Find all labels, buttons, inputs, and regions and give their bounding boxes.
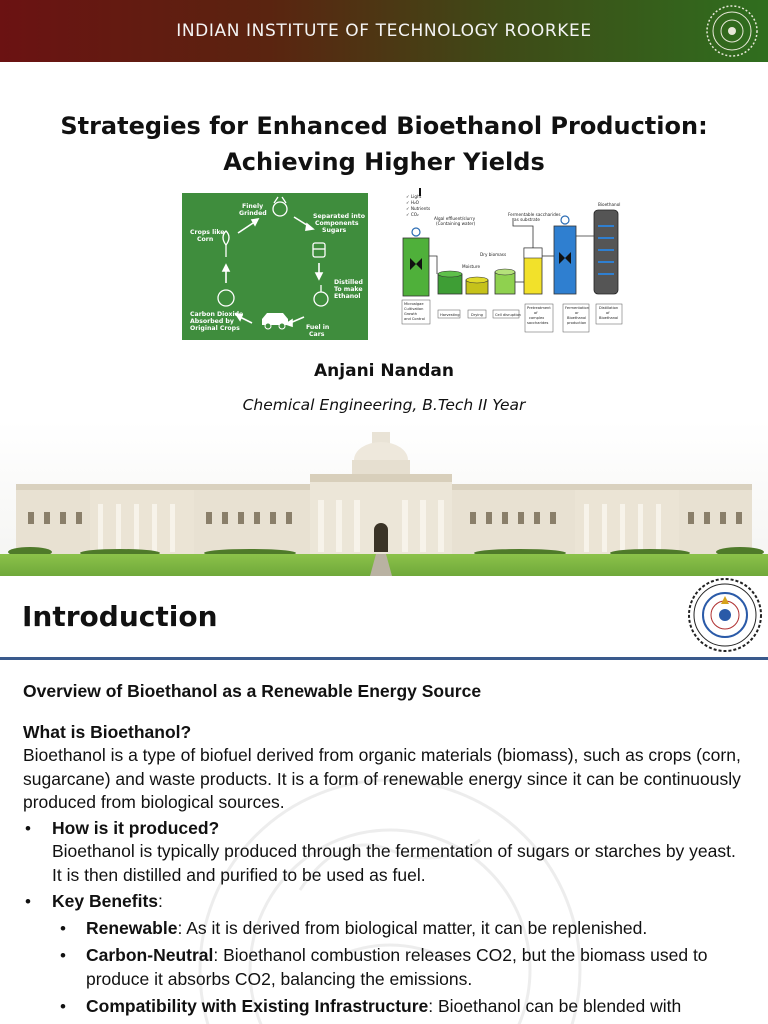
svg-text:Finely: Finely	[242, 203, 264, 210]
svg-text:or: or	[575, 311, 579, 315]
svg-text:Ethanol: Ethanol	[334, 293, 361, 300]
author-department: Chemical Engineering, B.Tech II Year	[242, 396, 526, 414]
svg-text:Grinded: Grinded	[239, 210, 267, 217]
introduction-content	[23, 680, 747, 1023]
presentation-title	[0, 108, 768, 180]
benefit-text: : As it is derived from biological matter, it can be replenished.	[177, 917, 648, 938]
benefit-term: Carbon-Neutral	[86, 945, 214, 965]
iit-roorkee-seal-icon	[686, 576, 764, 654]
svg-text:Dry biomass: Dry biomass	[480, 252, 507, 257]
benefit-text: : Bioethanol combustion releases CO2, but the biomass used to produce it absorbs CO2, balancing the emissions.	[86, 945, 708, 989]
svg-text:Sugars: Sugars	[322, 227, 347, 234]
header-banner	[0, 0, 768, 62]
svg-text:Fuel in: Fuel in	[306, 324, 330, 331]
svg-text:Cars: Cars	[309, 331, 325, 338]
svg-text:of: of	[534, 311, 538, 315]
svg-text:Original Crops: Original Crops	[190, 325, 240, 332]
bioethanol-cycle-diagram	[182, 193, 368, 340]
bullet-text: Bioethanol is typically produced through the fermentation of sugars or starches by yeast. It is then distilled and purified to be used as fuel.	[52, 841, 736, 885]
svg-text:Fermentable saccharides: Fermentable saccharides	[508, 212, 561, 217]
list-item	[23, 890, 747, 1019]
svg-text:Crops like: Crops like	[190, 229, 225, 236]
svg-text:Cultivation: Cultivation	[404, 307, 424, 311]
list-item	[52, 917, 747, 941]
svg-text:Cell disruption: Cell disruption	[495, 313, 521, 317]
svg-text:Fermentation: Fermentation	[565, 306, 589, 310]
bullet-list	[23, 817, 747, 1019]
svg-text:✓ CO₂: ✓ CO₂	[406, 212, 419, 217]
svg-text:Algal effluent/slurry: Algal effluent/slurry	[434, 216, 476, 221]
list-item	[52, 995, 747, 1019]
title-line-1: Strategies for Enhanced Bioethanol Production:	[60, 112, 708, 140]
svg-text:complex: complex	[529, 316, 545, 320]
definition-paragraph: Bioethanol is a type of biofuel derived from organic materials (biomass), such as crops (corn, sugarcane) and waste products. It is a form of renewable energy since it can be continuously produced from biological sources.	[23, 745, 741, 812]
author-name: Anjani Nandan	[314, 361, 454, 381]
svg-text:of: of	[606, 311, 610, 315]
algae-bioethanol-process-diagram	[398, 186, 628, 336]
benefit-term: Compatibility with Existing Infrastructure	[86, 996, 429, 1016]
svg-text:Microalgae: Microalgae	[404, 302, 424, 306]
bullet-heading: How is it produced?	[52, 817, 220, 838]
svg-text:Separated into: Separated into	[313, 213, 365, 220]
question-heading: What is Bioethanol?	[23, 721, 192, 742]
svg-text:Moisture: Moisture	[462, 264, 481, 269]
list-item	[23, 817, 747, 888]
bullet-punctuation: :	[158, 891, 163, 911]
benefit-term: Renewable	[86, 917, 178, 938]
svg-text:Bioethanol: Bioethanol	[567, 316, 587, 320]
institute-title: INDIAN INSTITUTE OF TECHNOLOGY ROORKEE	[176, 21, 592, 41]
main-building-photo	[0, 420, 768, 576]
list-item	[52, 944, 747, 991]
benefit-text: : Bioethanol can be blended with	[428, 996, 682, 1016]
iit-roorkee-seal-icon	[702, 2, 762, 60]
svg-text:Corn: Corn	[197, 236, 214, 243]
svg-text:Carbon Dioxide: Carbon Dioxide	[190, 311, 244, 318]
slide-title: Introduction	[22, 600, 218, 633]
svg-text:Distilled: Distilled	[334, 279, 363, 286]
svg-text:Absorbed by: Absorbed by	[190, 318, 234, 325]
svg-text:Growth: Growth	[404, 312, 418, 316]
svg-text:Distillation: Distillation	[599, 306, 619, 310]
svg-text:✓ Nutrients: ✓ Nutrients	[406, 206, 431, 211]
svg-text:Pretreatment: Pretreatment	[527, 306, 551, 310]
svg-text:as substrate: as substrate	[514, 217, 540, 222]
svg-text:Bioethanol: Bioethanol	[599, 316, 619, 320]
title-line-2: Achieving Higher Yields	[223, 148, 545, 176]
bullet-heading: Key Benefits	[52, 891, 159, 911]
svg-text:Bioethanol: Bioethanol	[598, 202, 621, 207]
svg-text:To make: To make	[334, 286, 363, 293]
section-subheading: Overview of Bioethanol as a Renewable Energy Source	[23, 681, 482, 701]
svg-text:production: production	[567, 321, 587, 325]
svg-text:Harvesting: Harvesting	[440, 313, 460, 317]
svg-text:Drying: Drying	[471, 313, 483, 317]
svg-text:Components: Components	[315, 220, 359, 227]
sub-bullet-list	[52, 917, 747, 1019]
svg-text:saccharides: saccharides	[527, 321, 549, 325]
title-divider	[0, 657, 768, 660]
svg-text:✓ Light: ✓ Light	[406, 194, 422, 199]
svg-text:(Containing water): (Containing water)	[436, 221, 476, 226]
svg-text:✓ H₂O: ✓ H₂O	[406, 200, 419, 205]
svg-text:and Control: and Control	[404, 317, 425, 321]
